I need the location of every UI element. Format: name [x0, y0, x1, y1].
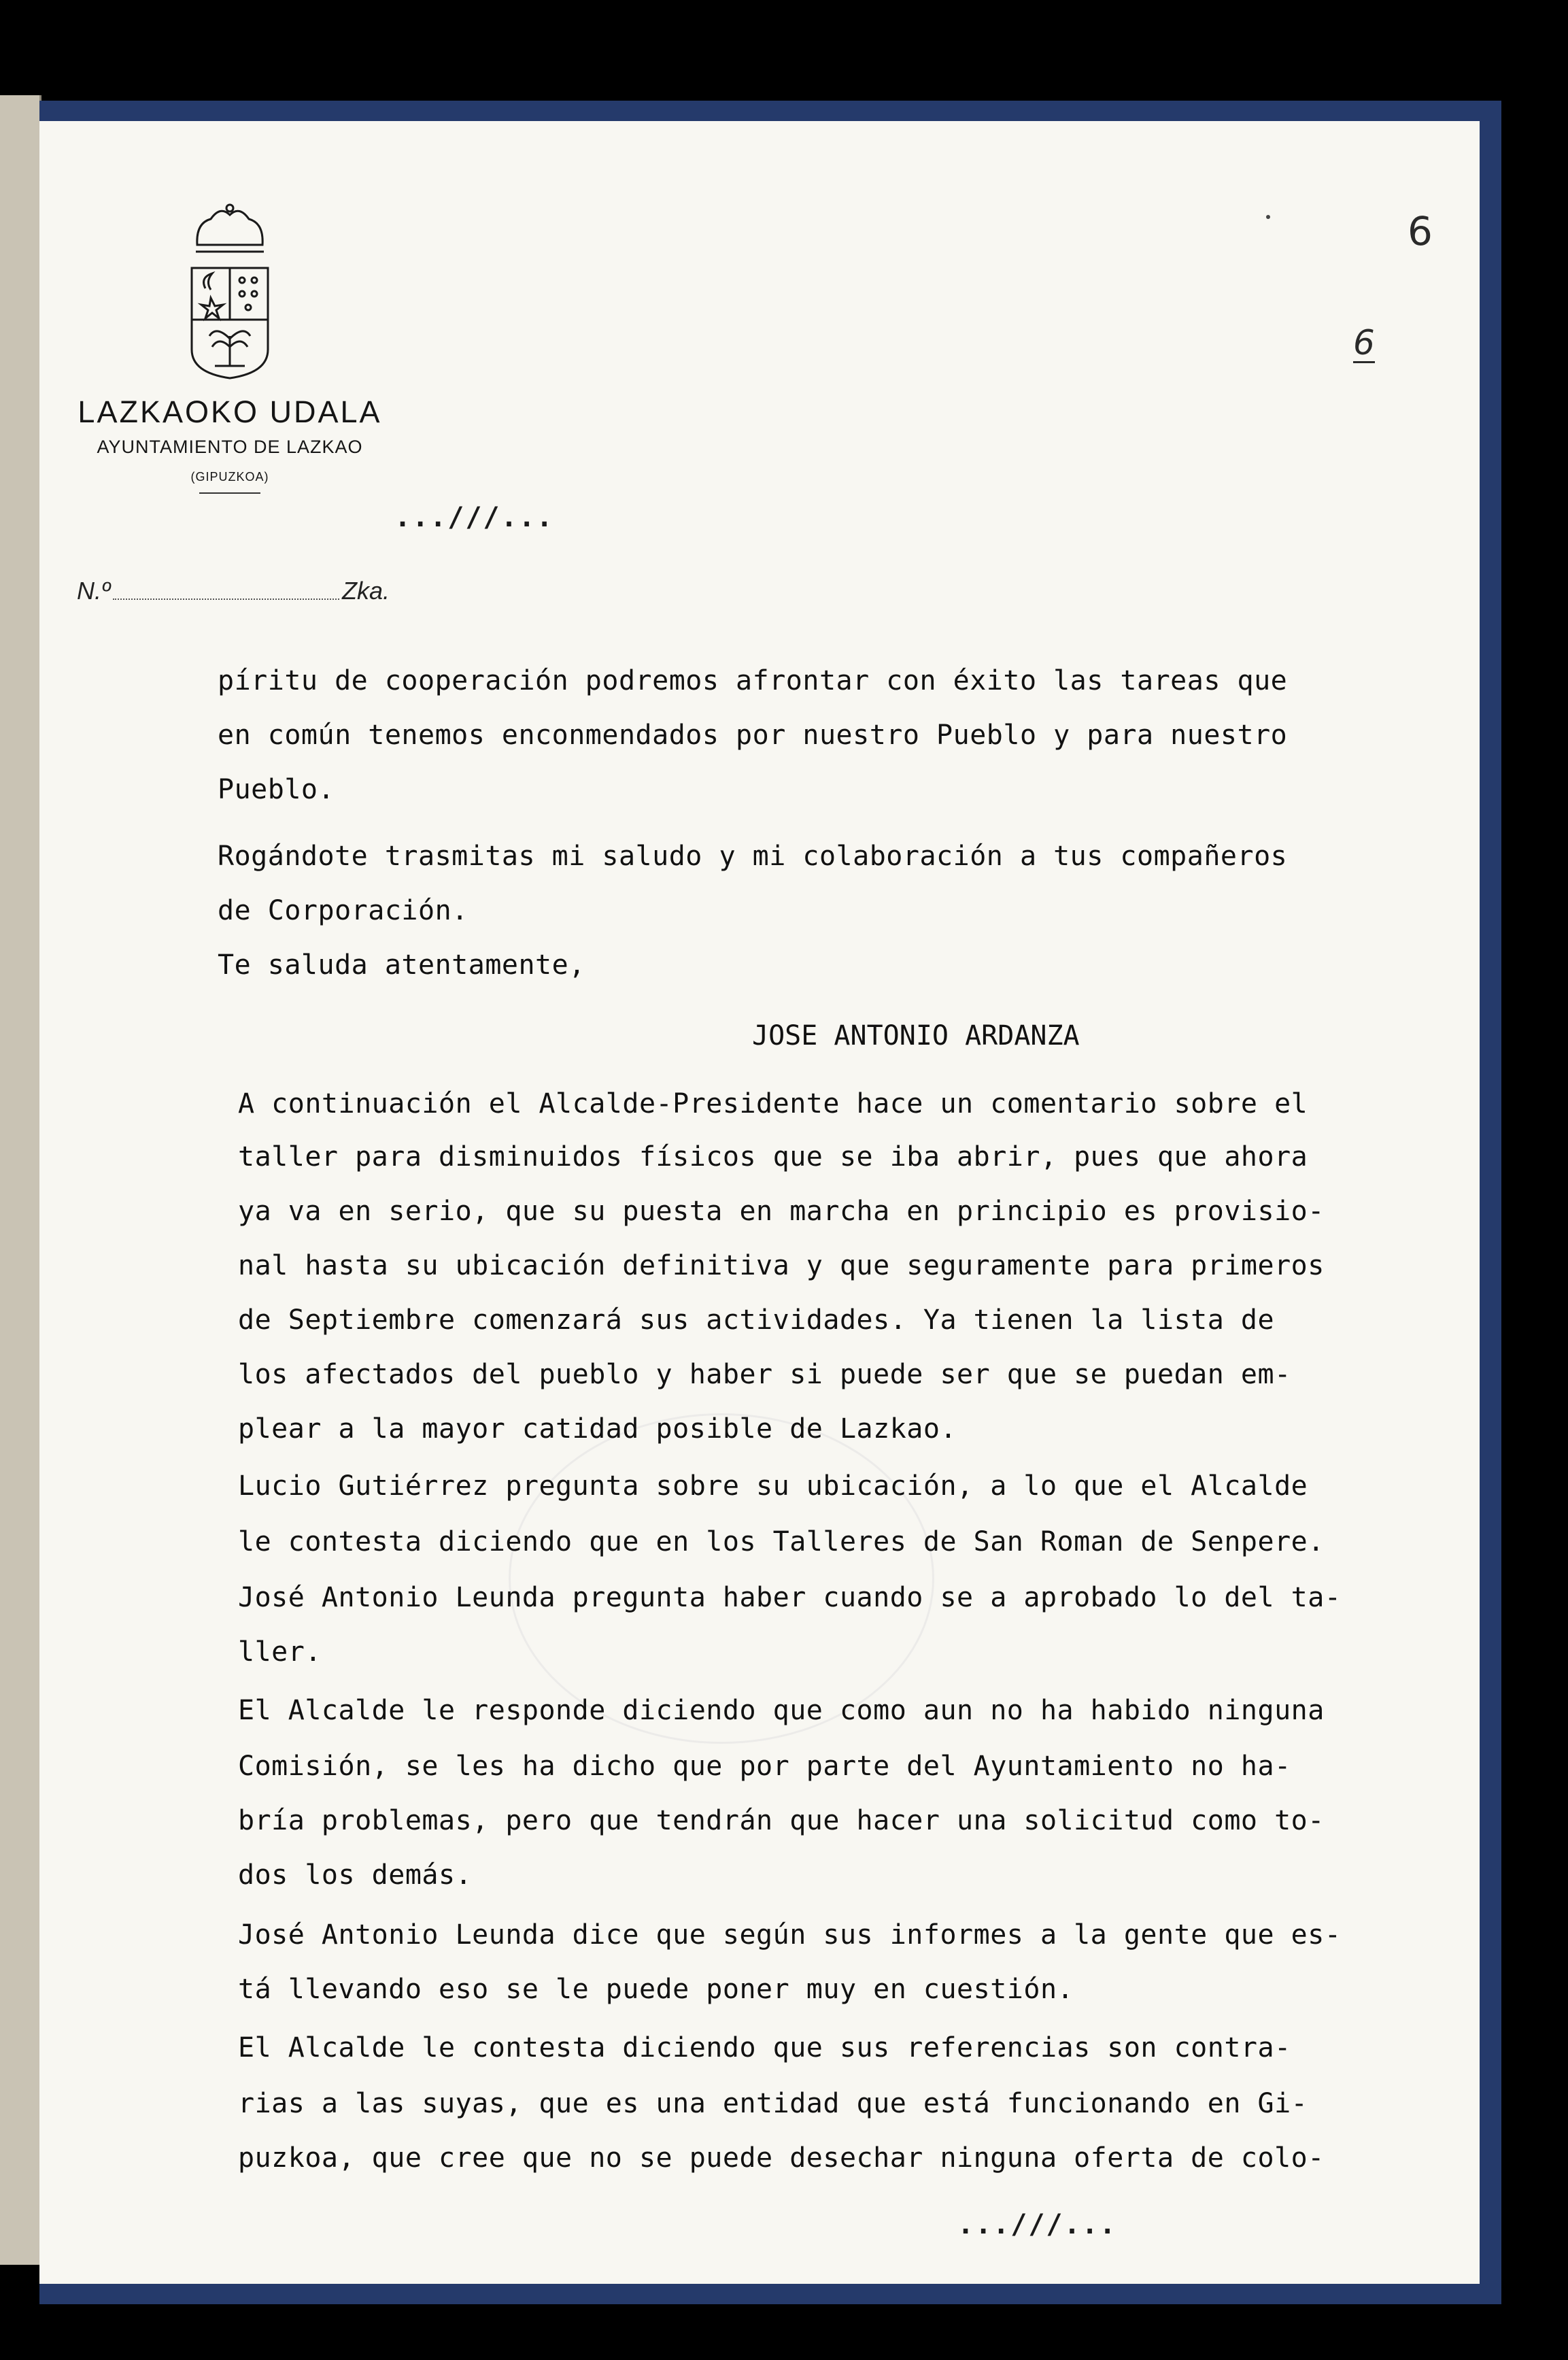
number-label-eu: Zka. — [341, 577, 390, 605]
coat-of-arms-icon — [175, 203, 284, 386]
text-line: Pueblo. — [218, 774, 335, 805]
continuation-mark-top: ...///... — [394, 502, 554, 533]
province-label: (GIPUZKOA) — [190, 470, 269, 484]
text-line: José Antonio Leunda dice que según sus informes a la gente que es- — [238, 1919, 1342, 1951]
book-left-page-edge — [0, 95, 41, 2265]
text-line: Lucio Gutiérrez pregunta sobre su ubicación, a lo que el Alcalde — [238, 1470, 1308, 1502]
text-line: en común tenemos enconmendados por nuestro Pueblo y para nuestro — [218, 720, 1288, 751]
text-line: píritu de cooperación podremos afrontar con éxito las tareas que — [218, 665, 1288, 696]
registry-number-line — [77, 577, 390, 605]
page-number-printed: 6 — [1408, 208, 1433, 254]
text-line: de Corporación. — [218, 895, 468, 926]
municipality-subtitle: AYUNTAMIENTO DE LAZKAO — [97, 437, 363, 457]
text-line: El Alcalde le contesta diciendo que sus referencias son contra- — [238, 2032, 1291, 2063]
letterhead-rule — [199, 492, 260, 494]
text-line: taller para disminuidos físicos que se iba abrir, pues que ahora — [238, 1141, 1308, 1173]
number-dotted-line — [113, 599, 339, 600]
page-number-handwritten: 6 — [1353, 323, 1375, 363]
text-line: nal hasta su ubicación definitiva y que seguramente para primeros — [238, 1250, 1325, 1281]
text-line: José Antonio Leunda pregunta haber cuando se a aprobado lo del ta- — [238, 1582, 1342, 1613]
number-label: N.º — [77, 577, 111, 605]
continuation-mark-bottom: ...///... — [957, 2209, 1117, 2240]
text-line: ya va en serio, que su puesta en marcha en principio es provisio- — [238, 1196, 1325, 1227]
text-line: los afectados del pueblo y haber si puede ser que se puedan em- — [238, 1359, 1291, 1390]
text-line: de Septiembre comenzará sus actividades. Ya tienen la lista de — [238, 1304, 1275, 1336]
text-line: le contesta diciendo que en los Talleres de San Roman de Senpere. — [238, 1526, 1325, 1557]
text-line: plear a la mayor catidad posible de Lazkao. — [238, 1413, 957, 1445]
letterhead — [39, 203, 420, 494]
signature-name: JOSE ANTONIO ARDANZA — [752, 1020, 1080, 1051]
text-line: puzkoa, que cree que no se puede desechar ninguna oferta de colo- — [238, 2142, 1325, 2174]
text-line: tá llevando eso se le puede poner muy en cuestión. — [238, 1974, 1074, 2005]
text-line: A continuación el Alcalde-Presidente hace un comentario sobre el — [238, 1088, 1308, 1119]
text-line: bría problemas, pero que tendrán que hacer una solicitud como to- — [238, 1805, 1325, 1836]
document-page — [39, 121, 1480, 2284]
text-line: El Alcalde le responde diciendo que como aun no ha habido ninguna — [238, 1695, 1325, 1726]
text-line: Rogándote trasmitas mi saludo y mi colaboración a tus compañeros — [218, 841, 1288, 872]
text-line: ller. — [238, 1636, 322, 1668]
text-line: dos los demás. — [238, 1859, 473, 1891]
municipality-title: LAZKAOKO UDALA — [78, 394, 382, 429]
ink-mark — [1266, 215, 1270, 219]
text-line: Te saluda atentamente, — [218, 949, 585, 981]
text-line: rias a las suyas, que es una entidad que está funcionando en Gi- — [238, 2088, 1308, 2119]
text-line: Comisión, se les ha dicho que por parte del Ayuntamiento no ha- — [238, 1751, 1291, 1782]
